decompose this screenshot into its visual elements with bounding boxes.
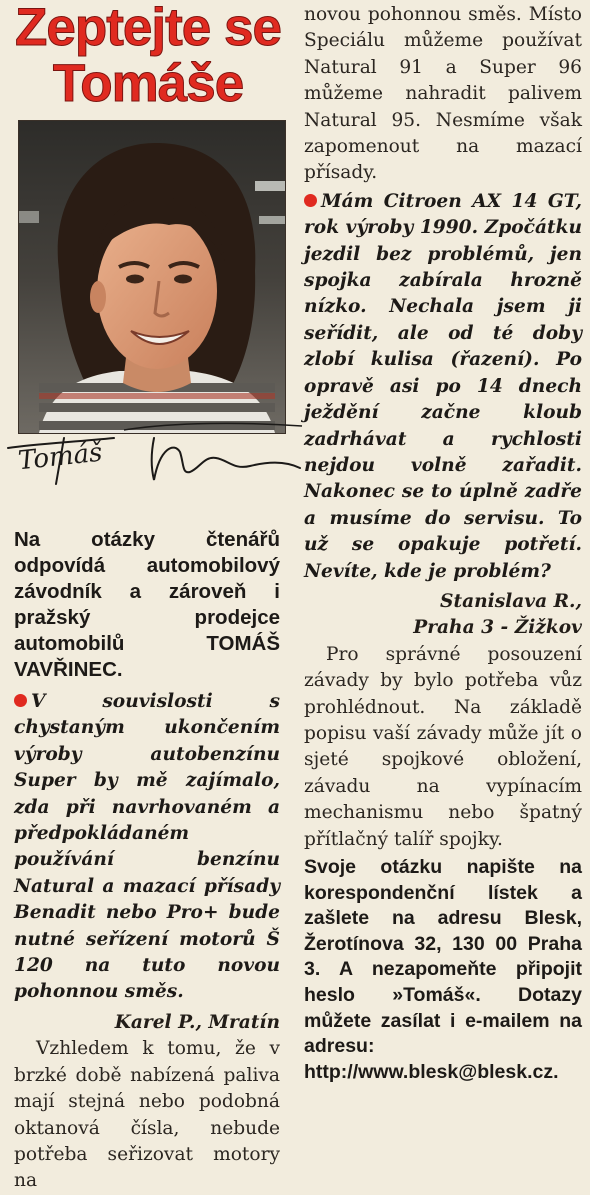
left-column — [14, 527, 280, 1195]
intro-name: TOMÁŠ VAVŘINEC. — [14, 632, 280, 681]
question-2 — [304, 189, 582, 585]
signature-text: Tomáš — [16, 437, 104, 477]
question-2-signoff-name: Stanislava R., — [440, 590, 582, 612]
question-2-text: Mám Citroen AX 14 GT, rok výroby 1990. Zpočátku jezdil bez problémů, jen spojka zabírala hrozně nízko. Nechala jsem ji seřídit, ale od té doby zlobí kulisa (řazení). Po opravě asi po 14 dnech ježdění začne kloub zadrhávat a rychlosti nejdou volně zařadit. Nakonec se to úplně zadře a musíme do servisu. To už se opakuje potřetí. Nevíte, kde je problém? — [304, 190, 582, 582]
contact-paragraph: Svoje otázku napište na korespondenční lístek a zašlete na adresu Blesk, Žerotínova 32, 130 00 Praha 3. A nezapomeňte připojit heslo »Tomáš«. Dotazy můžete zasílat i e-mailem na adresu: http://www.blesk@blesk.cz. — [304, 856, 582, 1083]
answer-1-part-2: novou pohonnou směs. Místo Speciálu můžeme používat Natural 91 a Super 96 můžeme nahradit palivem Natural 95. Nesmíme však zapomenout na mazací přísady. — [304, 4, 582, 184]
bullet-dot-icon — [304, 194, 317, 207]
answer-1-part-1: Vzhledem k tomu, že v brzké době nabízená paliva mají stejná nebo podobná oktanová čísla, nebude potřeba seřizovat motory na — [14, 1038, 280, 1192]
question-1-text: V souvislosti s chystaným ukončením výroby autobenzínu Super by mě zajímalo, zda při navrhovaném a předpokládaném používání benzínu Natural a mazací přísady Benadit nebo Pro+ bude nutné seřízení motorů Š 120 na tuto novou pohonnou směs. — [14, 691, 280, 1003]
bullet-dot-icon — [14, 694, 27, 707]
portrait-illustration — [19, 121, 285, 433]
question-1-signoff: Karel P., Mratín — [114, 1011, 280, 1033]
right-column — [304, 2, 582, 1085]
intro-text: Na otázky čtenářů odpovídá automobilový závodník a zároveň i pražský prodejce automobilů — [14, 528, 280, 655]
title-line-2: Tomáše — [52, 54, 244, 113]
question-2-signoff-place: Praha 3 - Žižkov — [413, 617, 582, 639]
question-1 — [14, 689, 280, 1006]
portrait-photo — [18, 120, 286, 434]
title-line-1: Zeptejte se — [15, 0, 281, 57]
intro-paragraph — [14, 527, 280, 683]
answer-2: Pro správné posouzení závady by bylo potřeba vůz prohlédnout. Na základě popisu vaší závady může jít o sjeté spojkové obložení, závadu na vypínacím mechanismu nebo špatný přítlačný talíř spojky. — [304, 643, 582, 850]
article-title — [8, 0, 288, 112]
